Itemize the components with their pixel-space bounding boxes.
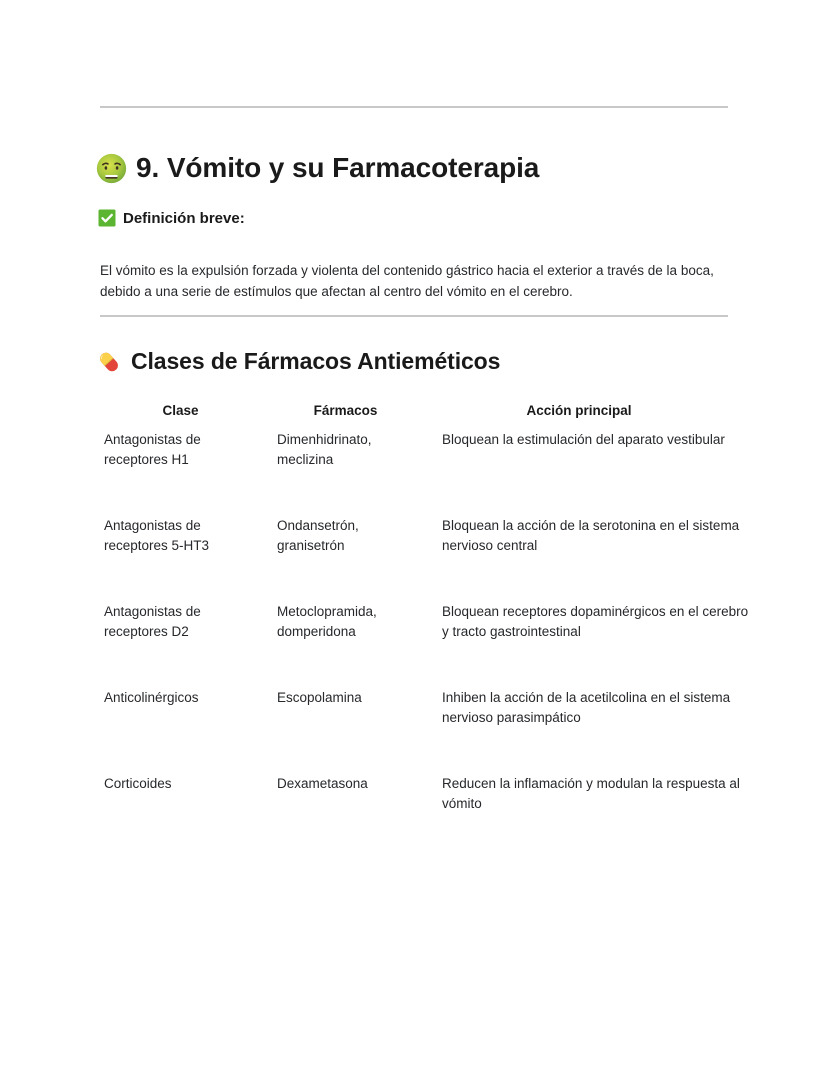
cell-accion: Reducen la inflamación y modulan la respuesta al vómito: [442, 776, 740, 811]
definition-label-text: Definición breve:: [123, 209, 245, 227]
cell-accion: Bloquean receptores dopaminérgicos en el cerebro y tracto gastrointestinal: [442, 604, 749, 639]
check-mark-icon: [98, 209, 116, 227]
table-row: [100, 774, 740, 860]
cell-clase: Antagonistas de receptores 5-HT3: [104, 518, 210, 553]
drug-classes-heading-text: Clases de Fármacos Antieméticos: [131, 348, 501, 374]
divider-middle: [100, 315, 728, 317]
definition-paragraph: El vómito es la expulsión forzada y violenta del contenido gástrico hacia el exterior a través de la boca, debido a una serie de estímulos que afectan al centro del vómito en el cerebro.: [100, 262, 714, 299]
column-header-clase: Clase: [162, 403, 199, 418]
nauseated-face-icon: [96, 153, 127, 184]
cell-accion: Inhiben la acción de la acetilcolina en el sistema nervioso parasimpático: [442, 690, 731, 725]
section-heading-text: 9. Vómito y su Farmacoterapia: [136, 152, 540, 183]
cell-clase: Antagonistas de receptores D2: [104, 604, 201, 639]
cell-clase: Anticolinérgicos: [104, 690, 199, 705]
section-heading: [96, 148, 539, 188]
table-row: [100, 516, 740, 602]
cell-farmacos: Escopolamina: [277, 690, 362, 705]
table-row: [100, 430, 728, 516]
drug-classes-heading: [96, 345, 500, 378]
table-row: [100, 602, 749, 688]
cell-farmacos: Dimenhidrinato, meclizina: [277, 432, 372, 467]
pill-icon: [96, 349, 122, 375]
cell-clase: Antagonistas de receptores H1: [104, 432, 201, 467]
table-header-row: [100, 402, 728, 430]
cell-clase: Corticoides: [104, 776, 172, 791]
table-row: [100, 688, 731, 774]
antiemetics-table: [100, 402, 749, 860]
divider-top: [100, 106, 728, 108]
cell-farmacos: Ondansetrón, granisetrón: [277, 518, 359, 553]
cell-farmacos: Dexametasona: [277, 776, 368, 791]
column-header-accion: Acción principal: [526, 403, 632, 418]
definition-label: [98, 207, 245, 229]
cell-accion: Bloquean la estimulación del aparato vestibular: [442, 432, 725, 447]
column-header-farmacos: Fármacos: [313, 403, 378, 418]
cell-accion: Bloquean la acción de la serotonina en el sistema nervioso central: [442, 518, 740, 553]
cell-farmacos: Metoclopramida, domperidona: [277, 604, 377, 639]
